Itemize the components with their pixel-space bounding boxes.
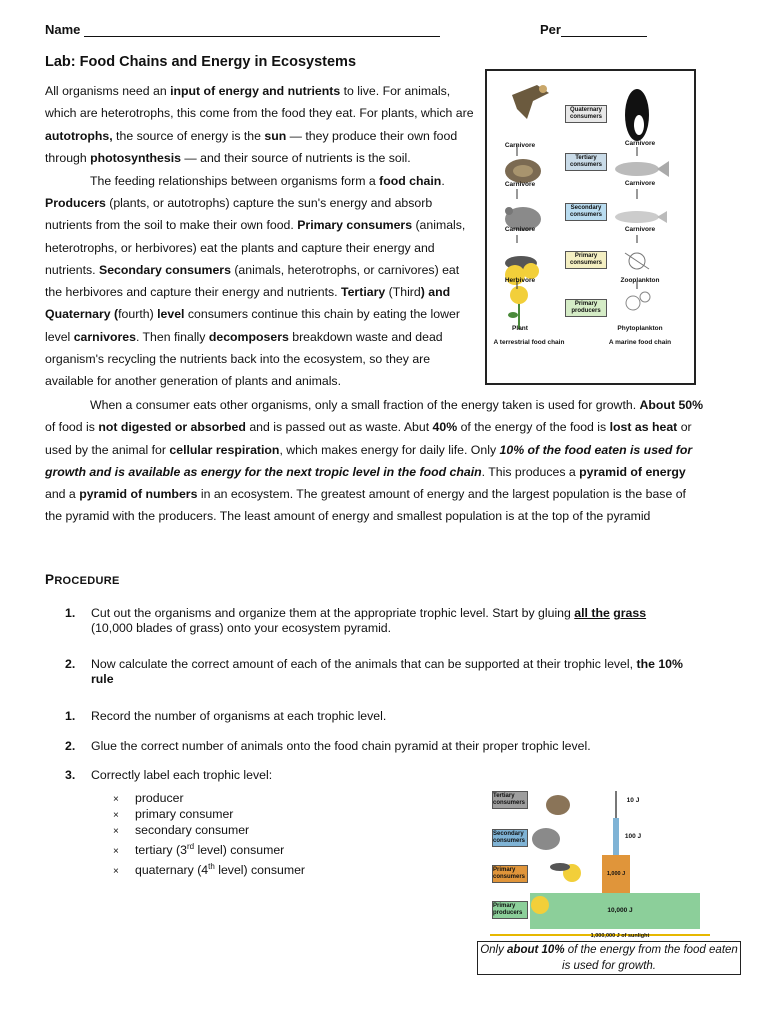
list-item: × quaternary (4th level) consumer xyxy=(113,862,306,878)
marine-label-3: Carnivore xyxy=(624,226,656,233)
sunlight-label: 1,000,000 J of sunlight xyxy=(590,933,650,939)
marine-label-2: Carnivore xyxy=(624,180,656,187)
step-glue: 2. Glue the correct number of animals onto the food chain pyramid at their proper trophic level. xyxy=(65,739,591,753)
energy-label-10j: 10 J xyxy=(626,797,640,804)
step-cut-out: 1. Cut out the organisms and organize them at the appropriate trophic level. Start by gluing all the grass (10,000 blades of grass) onto your ecosystem pyramid. xyxy=(65,606,647,635)
intro-paragraph: All organisms need an input of energy and nutrients to live. For animals, which are heterotrophs, this come from the food they eat. For plants, which are autotrophs, the source of energy is the sun — they produce their own food through photosynthesis — and their source of nutrients is the soil. xyxy=(45,84,474,165)
step-record: 1. Record the number of organisms at each trophic level. xyxy=(65,709,387,723)
pyramid-label-primary: Primary consumers xyxy=(492,865,528,883)
pyramid-caption-box: Only about 10% of the energy from the food eaten is used for growth. xyxy=(477,941,741,975)
fish-icon xyxy=(615,161,669,177)
procedure-heading: PROCEDURE xyxy=(45,572,120,587)
step-calculate: 2. Now calculate the correct amount of each of the animals that can be supported at their trophic level, the 10% rule xyxy=(65,657,683,686)
food-chain-figure xyxy=(485,69,696,385)
energy-pyramid-figure xyxy=(490,783,710,943)
phytoplankton-icon xyxy=(626,292,650,310)
terrestrial-label-2: Carnivore xyxy=(504,181,536,188)
energy-label-1000j: 1,000 J xyxy=(606,871,626,877)
list-item: × tertiary (3rd level) consumer xyxy=(113,842,285,858)
list-item: × primary consumer xyxy=(113,807,234,821)
zooplankton-icon xyxy=(625,253,649,269)
terrestrial-label-5: Plant xyxy=(512,325,528,332)
pyramid-label-tertiary: Tertiary consumers xyxy=(492,791,528,809)
name-line[interactable] xyxy=(84,36,440,37)
list-item: × secondary consumer xyxy=(113,823,250,837)
level-label-primary-consumers: Primary consumers xyxy=(565,251,607,269)
producers-paragraph: Producers (plants, or autotrophs) capture the sun's energy and absorb nutrients from the soil to make their own food. Primary consumers (animals, heterotrophs, or herbivores) eat the plants and capture their energy and nutrients. Secondary consumers (animals, heterotrophs, or carnivores) eat the herbivores and capture their energy and nutrients. Tertiary (Third) and Quaternary (fourth) level consumers continue this chain by eating the lower level carnivores. Then finally decomposers breakdown waste and dead organism's recycling the nutrients back into the ecosystem, so they are available for another generation of plants and animals. xyxy=(45,196,466,389)
page-title: Lab: Food Chains and Energy in Ecosystems xyxy=(45,54,357,70)
level-label-producers: Primary producers xyxy=(565,299,607,317)
pyramid-label-secondary: Secondary consumers xyxy=(492,829,528,847)
level-label-quaternary: Quaternary consumers xyxy=(565,105,607,123)
marine-caption: A marine food chain xyxy=(608,339,672,346)
step-label: 3. Correctly label each trophic level: xyxy=(65,768,273,782)
per-label: Per xyxy=(540,22,561,37)
per-line[interactable] xyxy=(561,36,647,37)
terrestrial-label-3: Carnivore xyxy=(504,226,536,233)
name-label: Name xyxy=(45,22,81,37)
hawk-icon xyxy=(512,85,549,119)
plant-icon xyxy=(508,286,528,329)
terrestrial-caption: A terrestrial food chain xyxy=(493,339,565,346)
snake-icon xyxy=(546,795,570,815)
pyramid-label-producers: Primary producers xyxy=(492,901,528,919)
orca-icon xyxy=(625,89,649,141)
snake-icon xyxy=(505,159,541,183)
list-item: × producer xyxy=(113,791,184,805)
grasshopper-icon xyxy=(550,863,581,882)
marine-label-1: Carnivore xyxy=(624,140,656,147)
energy-label-10000j: 10,000 J xyxy=(607,907,633,914)
small-fish-icon xyxy=(615,211,667,223)
level-label-tertiary: Tertiary consumers xyxy=(565,153,607,171)
terrestrial-label-4: Herbivore xyxy=(504,277,536,284)
flower-icon xyxy=(531,896,549,914)
food-chain-paragraph: The feeding relationships between organisms form a food chain. xyxy=(90,174,445,188)
terrestrial-label-1: Carnivore xyxy=(504,142,536,149)
mouse-icon xyxy=(532,828,560,850)
level-label-secondary: Secondary consumers xyxy=(565,203,607,221)
tertiary-bar xyxy=(615,791,617,818)
trophic-level-list xyxy=(113,791,305,879)
marine-label-4: Zooplankton xyxy=(620,277,660,284)
marine-label-5: Phytoplankton xyxy=(617,325,663,332)
name-field[interactable] xyxy=(45,22,440,37)
period-field[interactable] xyxy=(540,22,647,37)
energy-label-100j: 100 J xyxy=(624,833,642,840)
energy-paragraph: When a consumer eats other organisms, only a small fraction of the energy taken is used for growth. About 50% of food is not digested or absorbed and is passed out as waste. Abut 40% of the energy of the food is lost as heat or used by the animal for cellular respiration, which makes energy for daily life. Only 10% of the food eaten is used for growth and is available as energy for the next tropic level in the food chain. This produces a pyramid of energy and a pyramid of numbers in an ecosystem. The greatest amount of energy and the largest population is the base of the pyramid with the producers. The least amount of energy and smallest population is at the top of the pyramid xyxy=(45,398,704,524)
